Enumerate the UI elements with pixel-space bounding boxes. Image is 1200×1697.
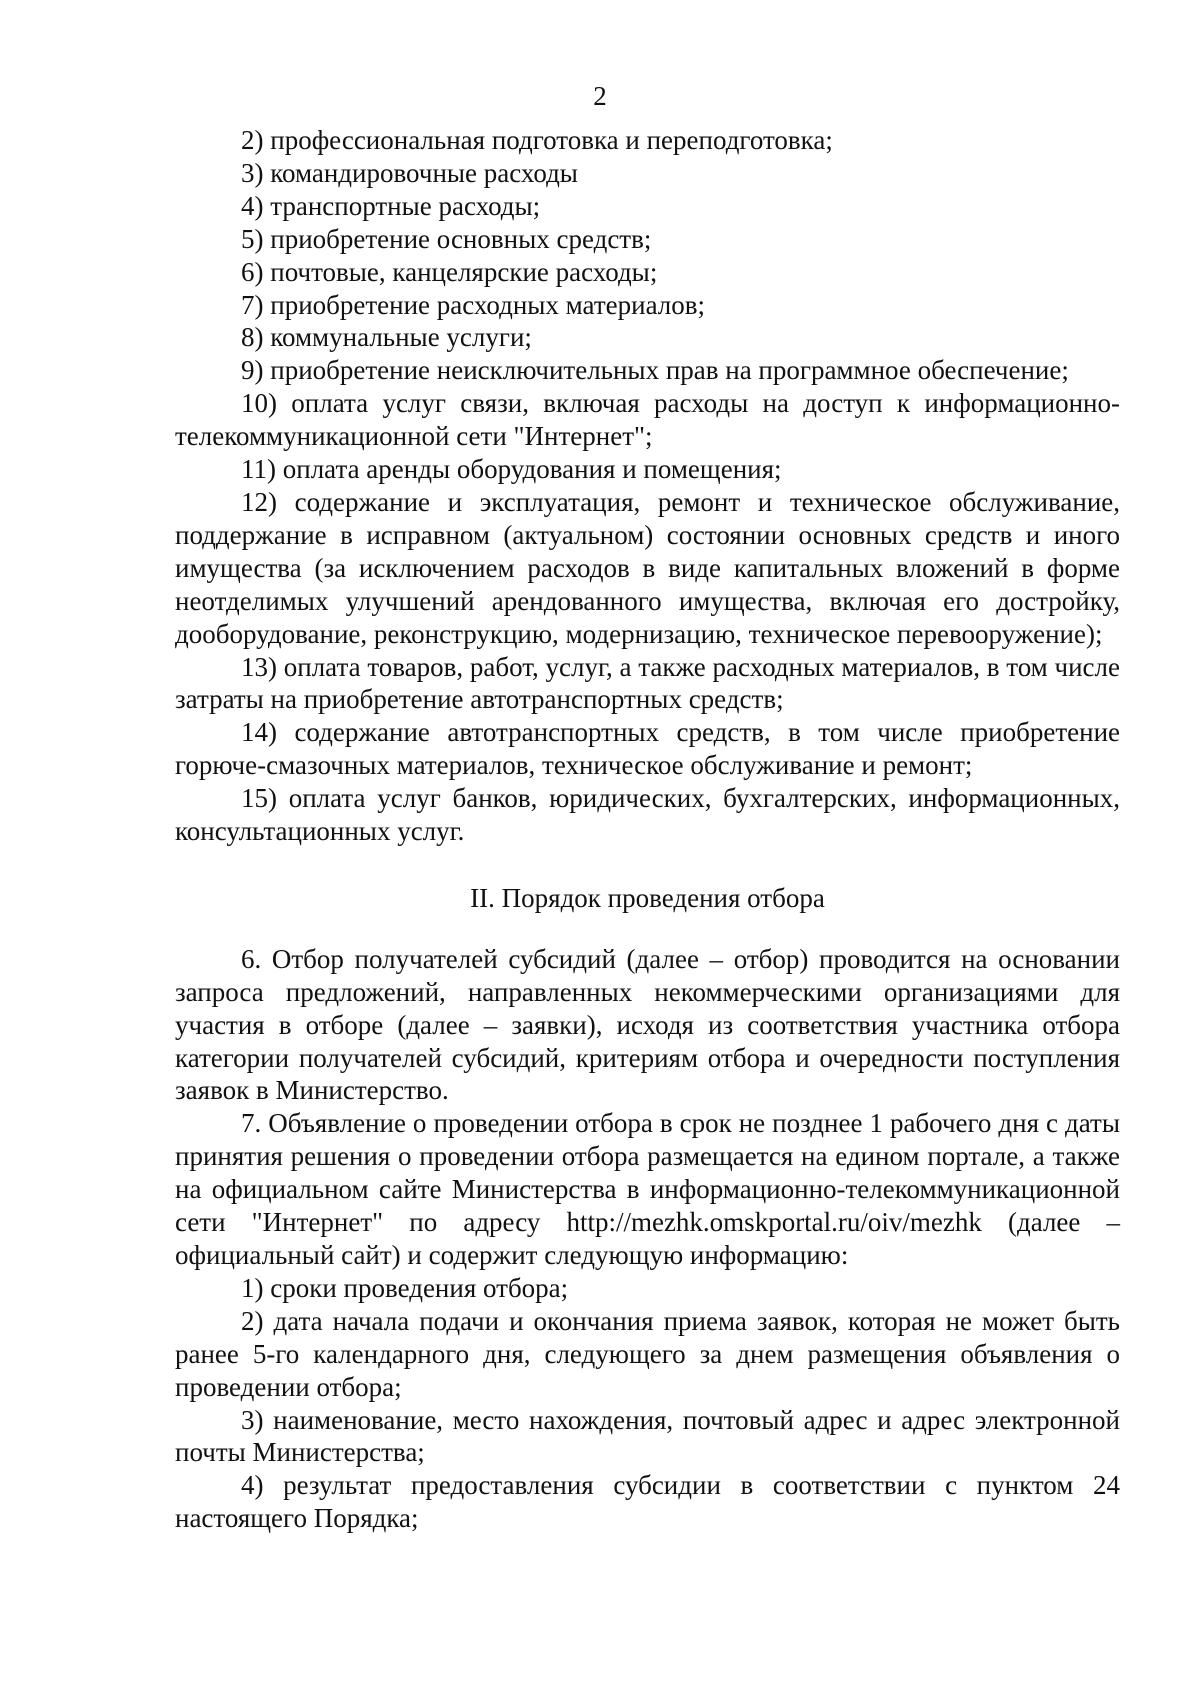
list-item: 11) оплата аренды оборудования и помещения; — [241, 454, 782, 485]
list-item: 1) сроки проведения отбора; — [241, 1272, 569, 1303]
paragraph: 7. Объявление о проведении отбора в срок не позднее 1 рабочего дня с даты принятия решения о проведении отбора размещается на едином портале, а также на официальном сайте Министерства в информационно-телекоммуникационной сети "Интернет" по адресу http://mezhk.omskportal.ru/oiv/mezhk (далее – официальный сайт) и содержит следующую информацию: — [175, 1108, 1120, 1270]
list-item: 15) оплата услуг банков, юридических, бухгалтерских, информационных, консультационных услуг. — [175, 783, 1120, 847]
list-item: 14) содержание автотранспортных средств, в том числе приобретение горюче-смазочных материалов, техническое обслуживание и ремонт; — [175, 717, 1120, 781]
list-item: 5) приобретение основных средств; — [241, 223, 652, 254]
list-item: 2) профессиональная подготовка и переподготовка; — [241, 125, 833, 155]
list-item: 10) оплата услуг связи, включая расходы на доступ к информационно-телекоммуникационной сети "Интернет"; — [175, 388, 1120, 452]
list-item: 8) коммунальные услуги; — [241, 322, 532, 353]
paragraph: 6. Отбор получателей субсидий (далее – отбор) проводится на основании запроса предложений, направленных некоммерческими организациями для участия в отборе (далее – заявки), исходя из соответствия участника отбора категории получателей субсидий, критериям отбора и очередности поступления заявок в Министерство. — [175, 943, 1120, 1106]
list-item: 7) приобретение расходных материалов; — [241, 289, 706, 320]
list-item: 2) дата начала подачи и окончания приема заявок, которая не может быть ранее 5-го календарного дня, следующего за днем размещения объявления о проведении отбора; — [175, 1305, 1120, 1402]
document-body — [175, 124, 1120, 1535]
list-item: 3) командировочные расходы — [241, 157, 578, 188]
page-number: 2 — [593, 81, 607, 111]
list-item: 6) почтовые, канцелярские расходы; — [241, 256, 658, 287]
list-item: 9) приобретение неисключительных прав на программное обеспечение; — [241, 355, 1069, 386]
section-heading: II. Порядок проведения отбора — [470, 882, 825, 913]
list-item: 12) содержание и эксплуатация, ремонт и техническое обслуживание, поддержание в исправном (актуальном) состоянии основных средств и иного имущества (за исключением расходов в виде капитальных вложений в форме неотделимых улучшений арендованного имущества, включая его достройку, дооборудование, реконструкцию, модернизацию, техническое перевооружение); — [175, 486, 1120, 649]
list-item: 4) результат предоставления субсидии в соответствии с пунктом 24 настоящего Порядка; — [175, 1470, 1120, 1534]
list-item: 4) транспортные расходы; — [241, 190, 541, 221]
list-item: 3) наименование, место нахождения, почтовый адрес и адрес электронной почты Министерства; — [175, 1404, 1120, 1468]
list-item: 13) оплата товаров, работ, услуг, а также расходных материалов, в том числе затраты на приобретение автотранспортных средств; — [175, 651, 1120, 715]
